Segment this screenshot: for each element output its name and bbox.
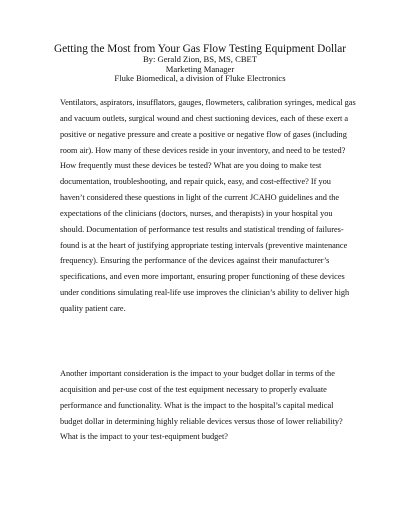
text-line: How frequently must these devices be tested? What are you doing to make test <box>60 161 322 171</box>
text-line: budget dollar in determining highly reliable devices versus those of lower reliability? <box>60 416 343 426</box>
document-header <box>40 43 360 84</box>
text-line: performance and functionality. What is the impact to the hospital’s capital medical <box>60 400 334 410</box>
author-byline: By: Gerald Zion, BS, MS, CBET <box>142 54 258 64</box>
text-line: room air). How many of these devices reside in your inventory, and need to be tested? <box>60 145 346 155</box>
text-line: expectations of the clinicians (doctors, nurses, and therapists) in your hospital you <box>60 208 333 218</box>
author-organization: Fluke Biomedical, a division of Fluke Electronics <box>114 73 286 84</box>
text-line: under conditions simulating real-life use improves the clinician’s ability to deliver high <box>60 288 350 298</box>
document-title: Getting the Most from Your Gas Flow Testing Equipment Dollar <box>53 43 347 55</box>
text-line: documentation, troubleshooting, and repair quick, easy, and cost-effective? If you <box>60 177 331 187</box>
text-line: specifications, and even more important, ensuring proper functioning of these devices <box>60 272 345 282</box>
text-line: Another important consideration is the impact to your budget dollar in terms of the <box>60 369 335 378</box>
text-line: positive or negative pressure and create a positive or negative flow of gases (including <box>60 129 347 139</box>
text-line: quality patient care. <box>60 303 126 313</box>
text-line: haven’t considered these questions in light of the current JCAHO guidelines and the <box>60 193 340 203</box>
text-line: What is the impact to your test-equipment budget? <box>60 432 228 442</box>
paragraph-1 <box>60 95 360 317</box>
text-line: frequency). Ensuring the performance of the devices against their manufacturer’s <box>60 256 330 266</box>
text-line: found is at the heart of justifying appropriate testing intervals (preventive maintenance <box>60 240 348 250</box>
text-line: and vacuum outlets, surgical wound and chest suctioning devices, each of these exert a <box>60 113 349 123</box>
text-line: should. Documentation of performance test results and statistical trending of failures- <box>60 224 344 234</box>
author-role: Marketing Manager <box>165 63 235 74</box>
paragraph-2 <box>60 366 360 445</box>
text-line: acquisition and per-use cost of the test equipment necessary to properly evaluate <box>60 384 327 394</box>
text-line: Ventilators, aspirators, insufflators, gauges, flowmeters, calibration syringes, medical gas <box>60 98 356 107</box>
